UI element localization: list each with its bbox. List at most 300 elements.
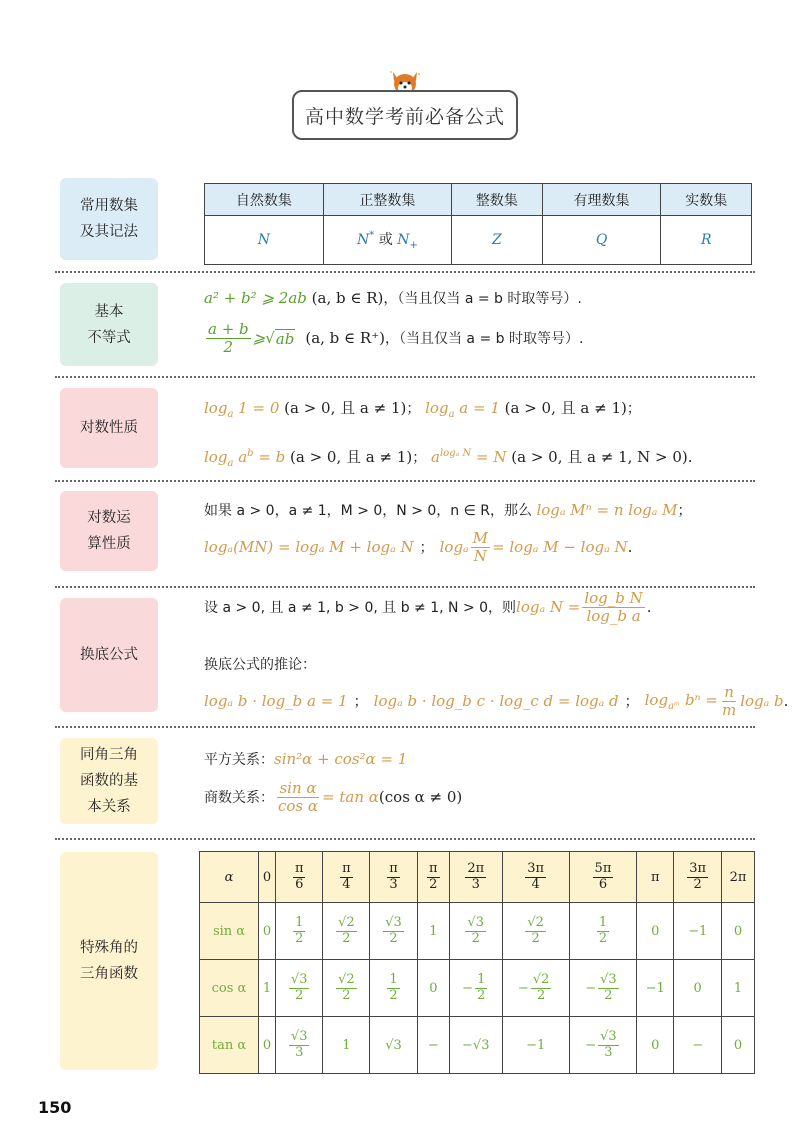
log-props-line-2 — [204, 446, 693, 469]
value: 1 — [429, 923, 438, 939]
fraction — [336, 916, 357, 946]
table-cell — [417, 960, 449, 1017]
header-positive-integer: 正整数集 — [323, 184, 451, 216]
inequality-line-2: $\frac{a + b}{2}$ ⩾ √ ab (a, b ∈ R⁺) ，（当且仅当 a = b 时取等号）. — [208, 320, 584, 356]
table-cell — [276, 1017, 323, 1074]
sep: ； — [419, 540, 434, 556]
title-block — [292, 68, 516, 140]
table-cell — [502, 903, 569, 960]
log-text: log — [644, 690, 669, 709]
value: √3 — [385, 1037, 402, 1053]
sep: ； — [353, 694, 368, 710]
fraction — [465, 916, 486, 946]
sep: ； — [677, 503, 692, 519]
angle-value — [674, 862, 721, 892]
square-relation: sin²α + cos²α = 1 — [274, 750, 408, 768]
angle-header — [637, 852, 674, 903]
log-one-zero: 1 = 0 — [233, 399, 280, 417]
cell-value — [370, 1038, 416, 1053]
angle-value — [503, 862, 569, 892]
log-ops-line-2 — [204, 530, 632, 564]
frac-den: 6 — [295, 876, 304, 892]
sep: ； — [624, 694, 639, 710]
label-sets — [60, 178, 158, 260]
label-log-properties — [60, 388, 158, 468]
frac-num: 1 — [295, 915, 304, 931]
fraction — [289, 973, 310, 1003]
label-log-operations — [60, 491, 158, 571]
frac-den: 2 — [295, 987, 304, 1003]
log-arg: a — [238, 448, 248, 466]
log-a-one: a = 1 — [454, 399, 500, 417]
power-exp: logₐ N — [439, 448, 472, 459]
table-cell — [569, 903, 636, 960]
frac-den: 2 — [598, 930, 608, 946]
ineq-cond-1: (a, b ∈ R) — [311, 289, 384, 307]
corollary-1: logₐ b · log_b a = 1 — [204, 692, 348, 710]
ineq-den: 2 — [223, 337, 234, 356]
symbol-natural: N — [205, 216, 324, 265]
frac-num: π — [294, 861, 304, 877]
value: 2π — [729, 869, 747, 885]
sep: ； — [626, 401, 641, 417]
cell-value — [450, 1038, 502, 1053]
fraction — [525, 862, 546, 892]
fraction — [593, 862, 614, 892]
ineq-ge: ⩾ — [252, 329, 266, 347]
frac-den: 4 — [342, 876, 351, 892]
frac-num: √3 — [290, 972, 308, 988]
npos-sup: * — [369, 230, 375, 241]
log-text: log — [425, 399, 449, 417]
square-relation-label: 平方关系： — [204, 752, 274, 768]
frac-num: 5π — [594, 861, 612, 877]
angle-value — [370, 862, 416, 892]
log-ops-formula-1: logₐ Mⁿ = n logₐ M — [536, 501, 678, 519]
cell-value — [323, 973, 369, 1003]
log-ops-fraction — [471, 530, 490, 564]
table-cell — [450, 903, 503, 960]
table-cell — [370, 960, 417, 1017]
cell-value — [722, 924, 754, 939]
cell-value — [722, 1038, 754, 1053]
cell-value — [370, 916, 416, 946]
value: 1 — [262, 980, 272, 996]
frac-num: 3π — [527, 861, 545, 877]
quotient-relation-label: 商数关系： — [204, 790, 274, 806]
cell-value — [259, 981, 275, 996]
fraction — [387, 862, 400, 892]
change-base-lhs: logₐ N = — [516, 598, 581, 616]
cell-value — [637, 981, 673, 996]
angle-header — [569, 852, 636, 903]
cell-value — [370, 973, 416, 1003]
table-cell — [674, 903, 722, 960]
frac-num: 1 — [598, 915, 608, 931]
table-cell — [276, 960, 323, 1017]
or-text: 或 — [378, 232, 393, 248]
value: 1 — [733, 980, 743, 996]
divider — [55, 586, 755, 588]
fraction — [340, 862, 353, 892]
ineq-note-1: ，（当且仅当 a = b 时取等号）. — [383, 291, 582, 307]
trig-rel-line-1 — [204, 749, 407, 769]
angle-header — [674, 852, 722, 903]
cell-value — [276, 916, 322, 946]
value: 0 — [693, 980, 702, 996]
frac-num: 3π — [689, 861, 707, 877]
value: 0 — [262, 1037, 272, 1053]
cell-value — [418, 1038, 449, 1053]
fraction — [465, 862, 486, 892]
table-cell — [502, 960, 569, 1017]
ineq-note-2: ，（当且仅当 a = b 时取等号）. — [384, 331, 584, 347]
frac-num: n — [724, 683, 734, 701]
table-cell — [259, 960, 276, 1017]
fraction — [293, 862, 306, 892]
table-cell — [674, 1017, 722, 1074]
frac-den: 2 — [342, 930, 351, 946]
cond: (a > 0, 且 a ≠ 1) — [499, 399, 627, 417]
frac-num: π — [389, 861, 398, 877]
log-base: a — [227, 458, 234, 469]
value: 0 — [733, 1037, 743, 1053]
log-ops-formula-3-rest: = logₐ M − logₐ N — [492, 538, 628, 556]
table-cell — [259, 903, 276, 960]
power-base: a — [431, 448, 440, 466]
frac-num: π — [429, 861, 438, 877]
symbol-real: R — [661, 216, 752, 265]
angle-value — [450, 862, 502, 892]
change-base-line-1 — [204, 590, 652, 624]
page-number: 150 — [38, 1098, 72, 1117]
value: 0 — [733, 923, 743, 939]
special-angles-table — [199, 851, 755, 1074]
fraction — [525, 916, 546, 946]
frac-num: 1 — [389, 972, 398, 988]
cell-value — [674, 1038, 721, 1053]
ineq-num: a + b — [208, 320, 249, 338]
frac-num: √3 — [290, 1029, 308, 1045]
cell-value — [450, 973, 502, 1003]
divider — [55, 271, 755, 273]
header-integer: 整数集 — [452, 184, 543, 216]
change-base-line-3 — [204, 684, 788, 718]
frac-den: 3 — [604, 1044, 613, 1060]
angle-value — [276, 862, 322, 892]
frac-num: √2 — [338, 972, 355, 988]
table-cell — [637, 1017, 674, 1074]
frac-num: √3 — [600, 972, 617, 988]
frac-den: 2 — [389, 930, 398, 946]
frac-den: 2 — [429, 876, 438, 892]
angle-header — [323, 852, 370, 903]
frac-num: √3 — [467, 915, 485, 931]
angle-header — [370, 852, 417, 903]
nplus: N — [397, 232, 410, 248]
cond: (a > 0, 且 a ≠ 1, N > 0). — [506, 448, 693, 466]
cond: (a > 0, 且 a ≠ 1) — [285, 448, 413, 466]
fraction — [531, 973, 552, 1003]
frac-den: 3 — [389, 876, 398, 892]
fraction — [597, 916, 609, 946]
cell-value — [323, 1038, 369, 1053]
table-cell — [569, 960, 636, 1017]
alpha-header: α — [200, 852, 259, 903]
angle-value — [570, 862, 636, 892]
value: − — [692, 1037, 704, 1053]
value: 0 — [651, 923, 660, 939]
frac-den: 3 — [471, 876, 480, 892]
sep: ； — [406, 401, 421, 417]
cell-value — [570, 916, 636, 946]
function-name: tan α — [200, 1017, 259, 1074]
log-exp: b — [247, 448, 254, 459]
frac-den: 2 — [536, 987, 546, 1003]
frac-den: m — [721, 700, 737, 719]
table-cell — [323, 903, 370, 960]
value: 0 — [429, 980, 438, 996]
fraction — [598, 1030, 619, 1060]
value: − — [427, 1037, 439, 1053]
table-cell — [370, 903, 417, 960]
trig-rel-line-2 — [204, 780, 462, 814]
function-name: sin α — [200, 903, 259, 960]
fraction — [427, 862, 440, 892]
angle-header — [417, 852, 449, 903]
table-cell — [370, 1017, 417, 1074]
frac-den: 6 — [598, 876, 608, 892]
symbol-integer: Z — [452, 216, 543, 265]
log-base: a — [448, 409, 455, 420]
inequality-line-1 — [204, 288, 582, 308]
angle-value — [259, 870, 275, 885]
log-base: a — [227, 409, 234, 420]
log-text: log — [204, 399, 228, 417]
frac-den: 3 — [295, 1044, 304, 1060]
table-cell — [637, 960, 674, 1017]
frac-num: 2π — [467, 861, 485, 877]
angle-header — [259, 852, 276, 903]
log-ops-pre: 如果 a > 0，a ≠ 1，M > 0，N > 0，n ∈ R，那么 — [204, 503, 537, 519]
quotient-cond: (cos α ≠ 0) — [378, 788, 463, 806]
frac-num: π — [342, 861, 351, 877]
label-log-properties-text: 对数性质 — [80, 420, 138, 436]
table-cell — [417, 903, 449, 960]
quotient-fraction — [276, 780, 320, 814]
header-rational: 有理数集 — [542, 184, 661, 216]
cell-value — [637, 1038, 673, 1053]
fraction — [687, 862, 708, 892]
frac-den: 4 — [531, 876, 540, 892]
angle-value — [323, 862, 369, 892]
fraction — [293, 916, 305, 946]
frac-num: 1 — [477, 972, 486, 988]
table-cell — [721, 1017, 754, 1074]
cell-value — [323, 916, 369, 946]
corollary-3-rest: logₐ b — [740, 692, 784, 710]
frac-num: √3 — [385, 915, 402, 931]
log-ops-line-1 — [204, 500, 691, 520]
label-inequality-text: 基本 不等式 — [87, 303, 131, 346]
frac-num: √2 — [527, 915, 544, 931]
table-cell — [569, 1017, 636, 1074]
period: . — [627, 538, 633, 556]
period: . — [783, 692, 789, 710]
symbol-positive-integer — [323, 216, 451, 265]
frac-den: N — [473, 546, 487, 565]
table-cell — [721, 960, 754, 1017]
cell-value — [637, 924, 673, 939]
corollary-fraction — [720, 684, 738, 718]
table-cell — [259, 1017, 276, 1074]
cell-value — [503, 973, 569, 1003]
label-change-of-base-text: 换底公式 — [80, 647, 138, 663]
corollary-2: logₐ b · log_b c · log_c d = logₐ d — [373, 692, 619, 710]
angle-header — [721, 852, 754, 903]
fraction — [475, 973, 487, 1003]
frac-den: 2 — [295, 930, 304, 946]
table-cell — [323, 1017, 370, 1074]
value: 1 — [342, 1037, 351, 1053]
table-cell — [276, 903, 323, 960]
cell-value — [722, 981, 754, 996]
quotient-rest: = tan α — [322, 788, 379, 806]
table-cell — [323, 960, 370, 1017]
frac-num: M — [472, 529, 489, 547]
cell-value — [570, 973, 636, 1003]
page-title: 高中数学考前必备公式 — [292, 90, 518, 140]
label-trig-relations-text: 同角三角 函数的基 本关系 — [80, 747, 138, 815]
cell-value — [503, 1038, 569, 1053]
frac-den: 2 — [342, 987, 351, 1003]
value: −√3 — [462, 1037, 490, 1053]
period: . — [646, 598, 652, 616]
frac-num: √2 — [532, 972, 550, 988]
table-cell — [674, 960, 722, 1017]
label-trig-relations — [60, 738, 158, 824]
table-cell — [721, 903, 754, 960]
fraction — [387, 973, 399, 1003]
cell-value — [259, 1038, 275, 1053]
ineq-formula-1: a² + b² ⩾ 2ab — [204, 289, 307, 307]
frac-den: 2 — [471, 930, 480, 946]
sign: − — [517, 980, 529, 996]
table-cell — [450, 960, 503, 1017]
log-ops-formula-3-pre: logₐ — [439, 538, 469, 556]
table-cell — [637, 903, 674, 960]
log-text: log — [204, 448, 228, 466]
log-props-line-1 — [204, 397, 641, 420]
frac-den: log_b a — [586, 606, 641, 625]
divider — [55, 480, 755, 482]
sign: − — [585, 980, 597, 996]
ineq-fraction — [206, 321, 251, 355]
power-rest: = N — [471, 448, 507, 466]
frac-den: 2 — [531, 930, 540, 946]
fraction — [336, 973, 357, 1003]
value: 0 — [262, 869, 272, 885]
ineq-sqrt: ab — [275, 329, 295, 348]
label-inequality — [60, 283, 158, 366]
value: 0 — [262, 923, 272, 939]
ineq-cond-2: (a, b ∈ R⁺) — [305, 329, 385, 347]
cell-value — [276, 1030, 322, 1060]
table-cell — [450, 1017, 503, 1074]
change-base-corollary-title: 换底公式的推论： — [204, 657, 316, 673]
frac-num: sin α — [279, 779, 317, 797]
cell-value — [503, 916, 569, 946]
frac-den: 2 — [693, 876, 702, 892]
angle-value — [637, 870, 673, 885]
function-name: cos α — [200, 960, 259, 1017]
nplus-sub: + — [409, 240, 418, 251]
log-ops-formula-2: logₐ(MN) = logₐ M + logₐ N — [204, 538, 414, 556]
corollary-3-mid: bⁿ = — [680, 690, 718, 709]
value: −1 — [526, 1037, 546, 1053]
divider — [55, 838, 755, 840]
cell-value — [570, 1030, 636, 1060]
header-real: 实数集 — [661, 184, 752, 216]
sign: − — [462, 980, 474, 996]
frac-num: √2 — [338, 915, 355, 931]
number-sets-table — [204, 183, 752, 265]
log-rest: = b — [253, 448, 286, 466]
frac-num: √3 — [600, 1029, 617, 1045]
angle-header — [450, 852, 503, 903]
label-sets-text: 常用数集 及其记法 — [80, 198, 138, 240]
cell-value — [418, 924, 449, 939]
table-cell — [502, 1017, 569, 1074]
symbol-rational: Q — [542, 216, 661, 265]
cell-value — [674, 924, 721, 939]
sign: − — [585, 1037, 597, 1053]
label-special-angles-text: 特殊角的 三角函数 — [80, 940, 138, 982]
angle-header — [276, 852, 323, 903]
frac-num: log_b N — [584, 589, 643, 607]
cond: (a > 0, 且 a ≠ 1) — [279, 399, 407, 417]
fraction — [383, 916, 404, 946]
divider — [55, 376, 755, 378]
angle-value — [722, 870, 754, 885]
log-base: aᵐ — [668, 700, 681, 712]
angle-value — [418, 862, 449, 892]
sep: ； — [412, 450, 427, 466]
value: π — [650, 869, 660, 885]
header-natural: 自然数集 — [205, 184, 324, 216]
cell-value — [418, 981, 449, 996]
frac-den: 2 — [477, 987, 486, 1003]
frac-den: 2 — [604, 987, 613, 1003]
fraction — [289, 1030, 310, 1060]
value: −1 — [688, 923, 708, 939]
table-cell — [417, 1017, 449, 1074]
cell-value — [450, 916, 502, 946]
cell-value — [674, 981, 721, 996]
fraction — [598, 973, 619, 1003]
label-change-of-base — [60, 598, 158, 712]
frac-den: cos α — [278, 796, 319, 815]
value: −1 — [645, 980, 665, 996]
cell-value — [259, 924, 275, 939]
angle-header — [502, 852, 569, 903]
label-log-operations-text: 对数运 算性质 — [87, 510, 131, 552]
frac-den: 2 — [389, 987, 398, 1003]
npos: N — [357, 232, 370, 248]
cell-value — [276, 973, 322, 1003]
label-special-angles — [60, 852, 158, 1070]
divider — [55, 726, 755, 728]
